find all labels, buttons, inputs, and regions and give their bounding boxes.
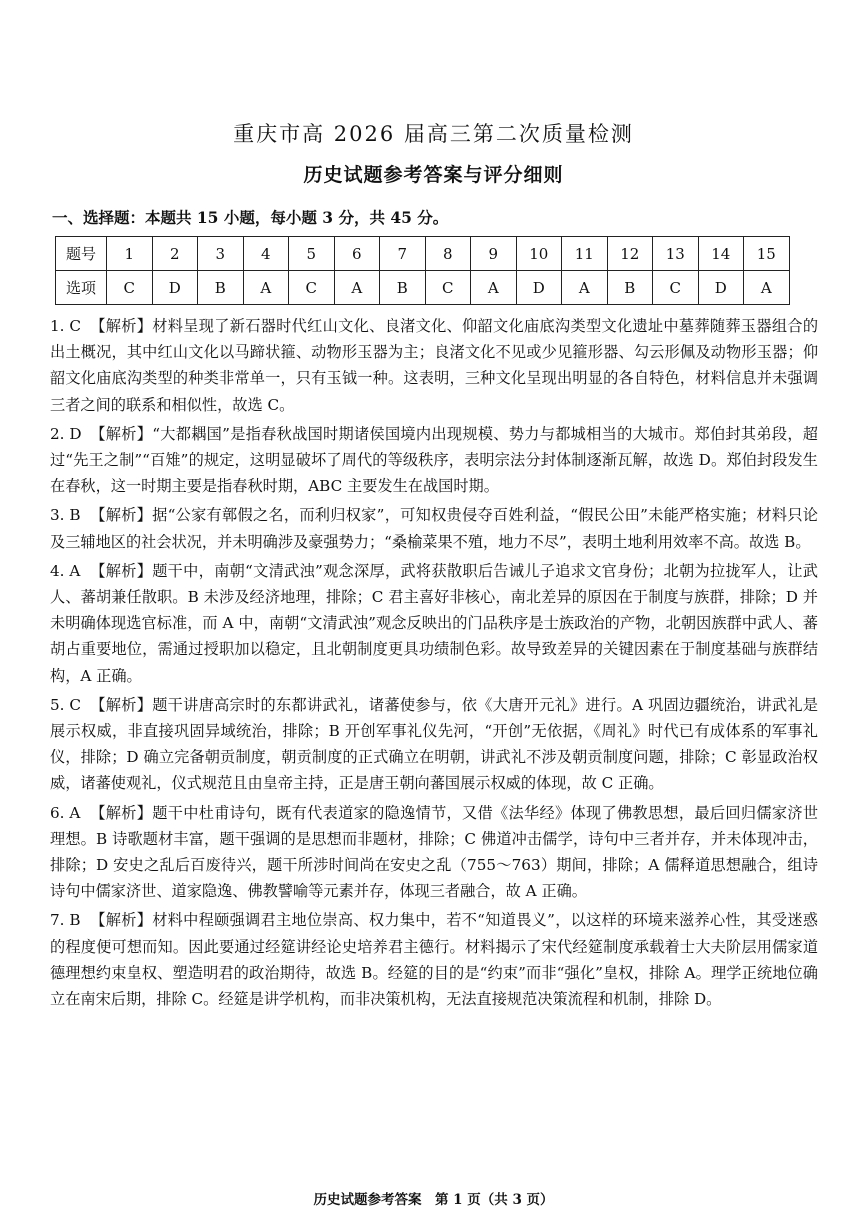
page-footer: 历史试题参考答案 第 1 页（共 3 页） (313, 1192, 554, 1208)
explanation-item (50, 313, 818, 418)
question-number-cell: 9 (471, 237, 517, 271)
item-number: 2. D (50, 424, 82, 443)
answer-cell: C (653, 271, 699, 305)
answer-cell: C (425, 271, 471, 305)
answer-cell: D (516, 271, 562, 305)
answer-cell: A (744, 271, 790, 305)
item-number: 6. A (50, 803, 81, 822)
item-explanation-text: 【解析】据“公家有鄣假之名，而利归权家”，可知权贵侵夺百姓利益，“假民公田”未能严格实施；材料只论及三辅地区的社会状况，并未明确涉及豪强势力；“桑榆菜果不殖，地力不尽”，表明土地利用效率不高。故选 B。 (50, 506, 818, 551)
page-title: 重庆市高 2026 届高三第二次质量检测 (233, 122, 634, 146)
row-label-answer: 选项 (56, 271, 107, 305)
item-number: 5. C (50, 695, 81, 714)
answer-cell: B (380, 271, 426, 305)
answer-cell: A (471, 271, 517, 305)
page-subtitle: 历史试题参考答案与评分细则 (303, 164, 564, 186)
answer-table-answer-row (56, 271, 790, 305)
item-number: 7. B (50, 911, 81, 930)
question-number-cell: 4 (243, 237, 289, 271)
explanation-item (50, 558, 818, 689)
explanation-list (50, 313, 818, 1015)
question-number-cell: 2 (152, 237, 198, 271)
question-number-cell: 3 (198, 237, 244, 271)
answer-table (55, 236, 790, 305)
answer-cell: C (289, 271, 335, 305)
answer-cell: A (334, 271, 380, 305)
question-number-cell: 7 (380, 237, 426, 271)
explanation-item (50, 800, 818, 905)
item-explanation-text: 【解析】材料呈现了新石器时代红山文化、良渚文化、仰韶文化庙底沟类型文化遗址中墓葬随葬玉器组合的出土概况，其中红山文化以马蹄状箍、动物形玉器为主；良渚文化不见或少见箍形器、勾云形佩及动物形玉器；仰韶文化庙底沟类型的种类非常单一，只有玉钺一种。这表明，三种文化呈现出明显的各自特色，材料信息并未强调三者之间的联系和相似性，故选 C。 (50, 317, 818, 414)
row-label-number: 题号 (56, 237, 107, 271)
item-number: 1. C (50, 317, 81, 335)
question-number-cell: 5 (289, 237, 335, 271)
item-explanation-text: 【解析】题干讲唐高宗时的东都讲武礼，诸蕃使参与，依《大唐开元礼》进行。A 巩固边疆统治，讲武礼是展示权威，非直接巩固异域统治，排除；B 开创军事礼仪先河，“开创”无依据，《周礼》时代已有成体系的军事礼仪，排除；D 确立完备朝贡制度，朝贡制度的正式确立在明朝，讲武礼不涉及朝贡制度问题，排除；C 彰显政治权威，诸蕃使观礼，仪式规范且由皇帝主持，正是唐王朝向蕃国展示权威的体现，故 C 正确。 (50, 695, 818, 793)
item-number: 4. A (50, 561, 81, 580)
answer-cell: B (198, 271, 244, 305)
question-number-cell: 8 (425, 237, 471, 271)
answer-cell: B (607, 271, 653, 305)
question-number-cell: 6 (334, 237, 380, 271)
item-explanation-text: 【解析】“大都耦国”是指春秋战国时期诸侯国境内出现规模、势力与都城相当的大城市。郑伯封其弟段，超过“先王之制”“百雉”的规定，这明显破坏了周代的等级秩序，表明宗法分封体制逐渐瓦解，故选 D。郑伯封段发生在春秋，这一时期主要是指春秋时期，ABC 主要发生在战国时期。 (50, 424, 818, 496)
item-explanation-text: 【解析】题干中，南朝“文清武浊”观念深厚，武将获散职后告诫儿子追求文官身份；北朝为拉拢军人，让武人、蕃胡兼任散职。B 未涉及经济地理，排除；C 君主喜好非核心，南北差异的原因在于制度与族群，排除；D 并未明确体现选官标准，而 A 中，南朝“文清武浊”观念反映出的门品秩序是士族政治的产物，北朝因族群中武人、蕃胡占重要地位，需通过授职加以稳定，且北朝制度更具功绩制色彩。故导致差异的关键因素在于制度基础与族群结构，A 正确。 (50, 561, 818, 685)
answer-cell: C (107, 271, 153, 305)
answer-cell: D (152, 271, 198, 305)
section-heading: 一、选择题：本题共 15 小题，每小题 3 分，共 45 分。 (52, 208, 449, 227)
explanation-item (50, 421, 818, 500)
question-number-cell: 1 (107, 237, 153, 271)
question-number-cell: 10 (516, 237, 562, 271)
answer-cell: D (698, 271, 744, 305)
explanation-item (50, 692, 818, 797)
item-explanation-text: 【解析】题干中杜甫诗句，既有代表道家的隐逸情节，又借《法华经》体现了佛教思想，最后回归儒家济世理想。B 诗歌题材丰富，题干强调的是思想而非题材，排除；C 佛道冲击儒学，诗句中三者并存，并未体现冲击，排除；D 安史之乱后百废待兴，题干所涉时间尚在安史之乱（755～763）期间，排除；A 儒释道思想融合，组诗诗句中儒家济世、道家隐逸、佛教譬喻等元素并存，体现三者融合，故 A 正确。 (50, 803, 818, 901)
answer-table-number-row (56, 237, 790, 271)
question-number-cell: 15 (744, 237, 790, 271)
question-number-cell: 13 (653, 237, 699, 271)
answer-cell: A (562, 271, 608, 305)
question-number-cell: 12 (607, 237, 653, 271)
answer-cell: A (243, 271, 289, 305)
question-number-cell: 11 (562, 237, 608, 271)
item-number: 3. B (50, 506, 81, 525)
item-explanation-text: 【解析】材料中程颐强调君主地位崇高、权力集中，若不“知道畏义”，以这样的环境来滋养心性，其受迷惑的程度便可想而知。因此要通过经筵讲经论史培养君主德行。材料揭示了宋代经筵制度承载着士大夫阶层用儒家道德理想约束皇权、塑造明君的政治期待，故选 B。经筵的目的是“约束”而非“强化”皇权，排除 A。理学正统地位确立在南宋后期，排除 C。经筵是讲学机构，而非决策机构，无法直接规范决策流程和机制，排除 D。 (50, 911, 818, 1009)
explanation-item (50, 502, 818, 554)
question-number-cell: 14 (698, 237, 744, 271)
explanation-item (50, 907, 818, 1012)
